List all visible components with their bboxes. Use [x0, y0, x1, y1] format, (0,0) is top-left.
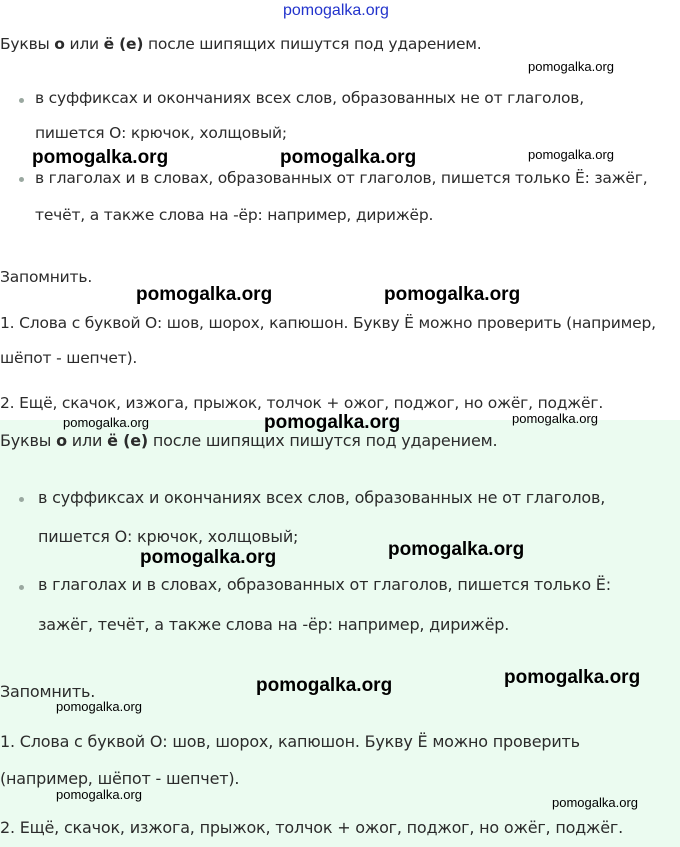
- rule-heading: Буквы о или ё (е) после шипящих пишутся под ударением.: [0, 35, 482, 53]
- bullet-text: пишется О: крючок, холщовый;: [38, 527, 299, 546]
- watermark: pomogalka.org: [56, 699, 142, 714]
- remember-heading: Запомнить.: [0, 682, 96, 701]
- watermark: pomogalka.org: [384, 284, 521, 305]
- numbered-item: 1. Слова с буквой О: шов, шорох, капюшон. Букву Ё можно проверить (например,: [0, 314, 656, 332]
- numbered-item: 1. Слова с буквой О: шов, шорох, капюшон. Букву Ё можно проверить: [0, 732, 580, 751]
- watermark: pomogalka.org: [512, 411, 598, 426]
- watermark: pomogalka.org: [552, 795, 638, 810]
- numbered-item: шёпот - шепчет).: [0, 349, 138, 367]
- bullet-dot: [19, 98, 24, 103]
- numbered-item: 2. Ещё, скачок, изжога, прыжок, толчок + ожог, поджог, но ожёг, поджёг.: [0, 818, 623, 837]
- watermark: pomogalka.org: [504, 667, 641, 688]
- bullet-dot: [19, 497, 24, 502]
- watermark: pomogalka.org: [140, 547, 277, 568]
- bullet-text: зажёг, течёт, а также слова на -ёр: например, дирижёр.: [38, 615, 510, 634]
- watermark: pomogalka.org: [528, 147, 614, 162]
- watermark: pomogalka.org: [528, 59, 614, 74]
- bullet-text: течёт, а также слова на -ёр: например, дирижёр.: [35, 206, 434, 224]
- bullet-dot: [19, 585, 24, 590]
- rule-heading: Буквы о или ё (е) после шипящих пишутся под ударением.: [0, 431, 498, 450]
- watermark: pomogalka.org: [280, 147, 417, 168]
- bullet-text: в суффиксах и окончаниях всех слов, образованных не от глаголов,: [35, 89, 584, 107]
- watermark: pomogalka.org: [283, 2, 389, 19]
- numbered-item: 2. Ещё, скачок, изжога, прыжок, толчок + ожог, поджог, но ожёг, поджёг.: [0, 394, 604, 412]
- bullet-text: в суффиксах и окончаниях всех слов, образованных не от глаголов,: [38, 488, 606, 507]
- watermark: pomogalka.org: [136, 284, 273, 305]
- remember-heading: Запомнить.: [0, 268, 93, 286]
- watermark: pomogalka.org: [264, 412, 401, 433]
- bullet-text: в глаголах и в словах, образованных от глаголов, пишется только Ё: зажёг,: [35, 169, 648, 187]
- bullet-dot: [19, 177, 24, 182]
- watermark: pomogalka.org: [56, 787, 142, 802]
- watermark: pomogalka.org: [32, 147, 169, 168]
- watermark: pomogalka.org: [63, 415, 149, 430]
- watermark: pomogalka.org: [256, 675, 393, 696]
- watermark: pomogalka.org: [388, 539, 525, 560]
- bullet-text: пишется О: крючок, холщовый;: [35, 124, 287, 142]
- numbered-item: (например, шёпот - шепчет).: [0, 769, 240, 788]
- bullet-text: в глаголах и в словах, образованных от глаголов, пишется только Ё:: [38, 575, 611, 594]
